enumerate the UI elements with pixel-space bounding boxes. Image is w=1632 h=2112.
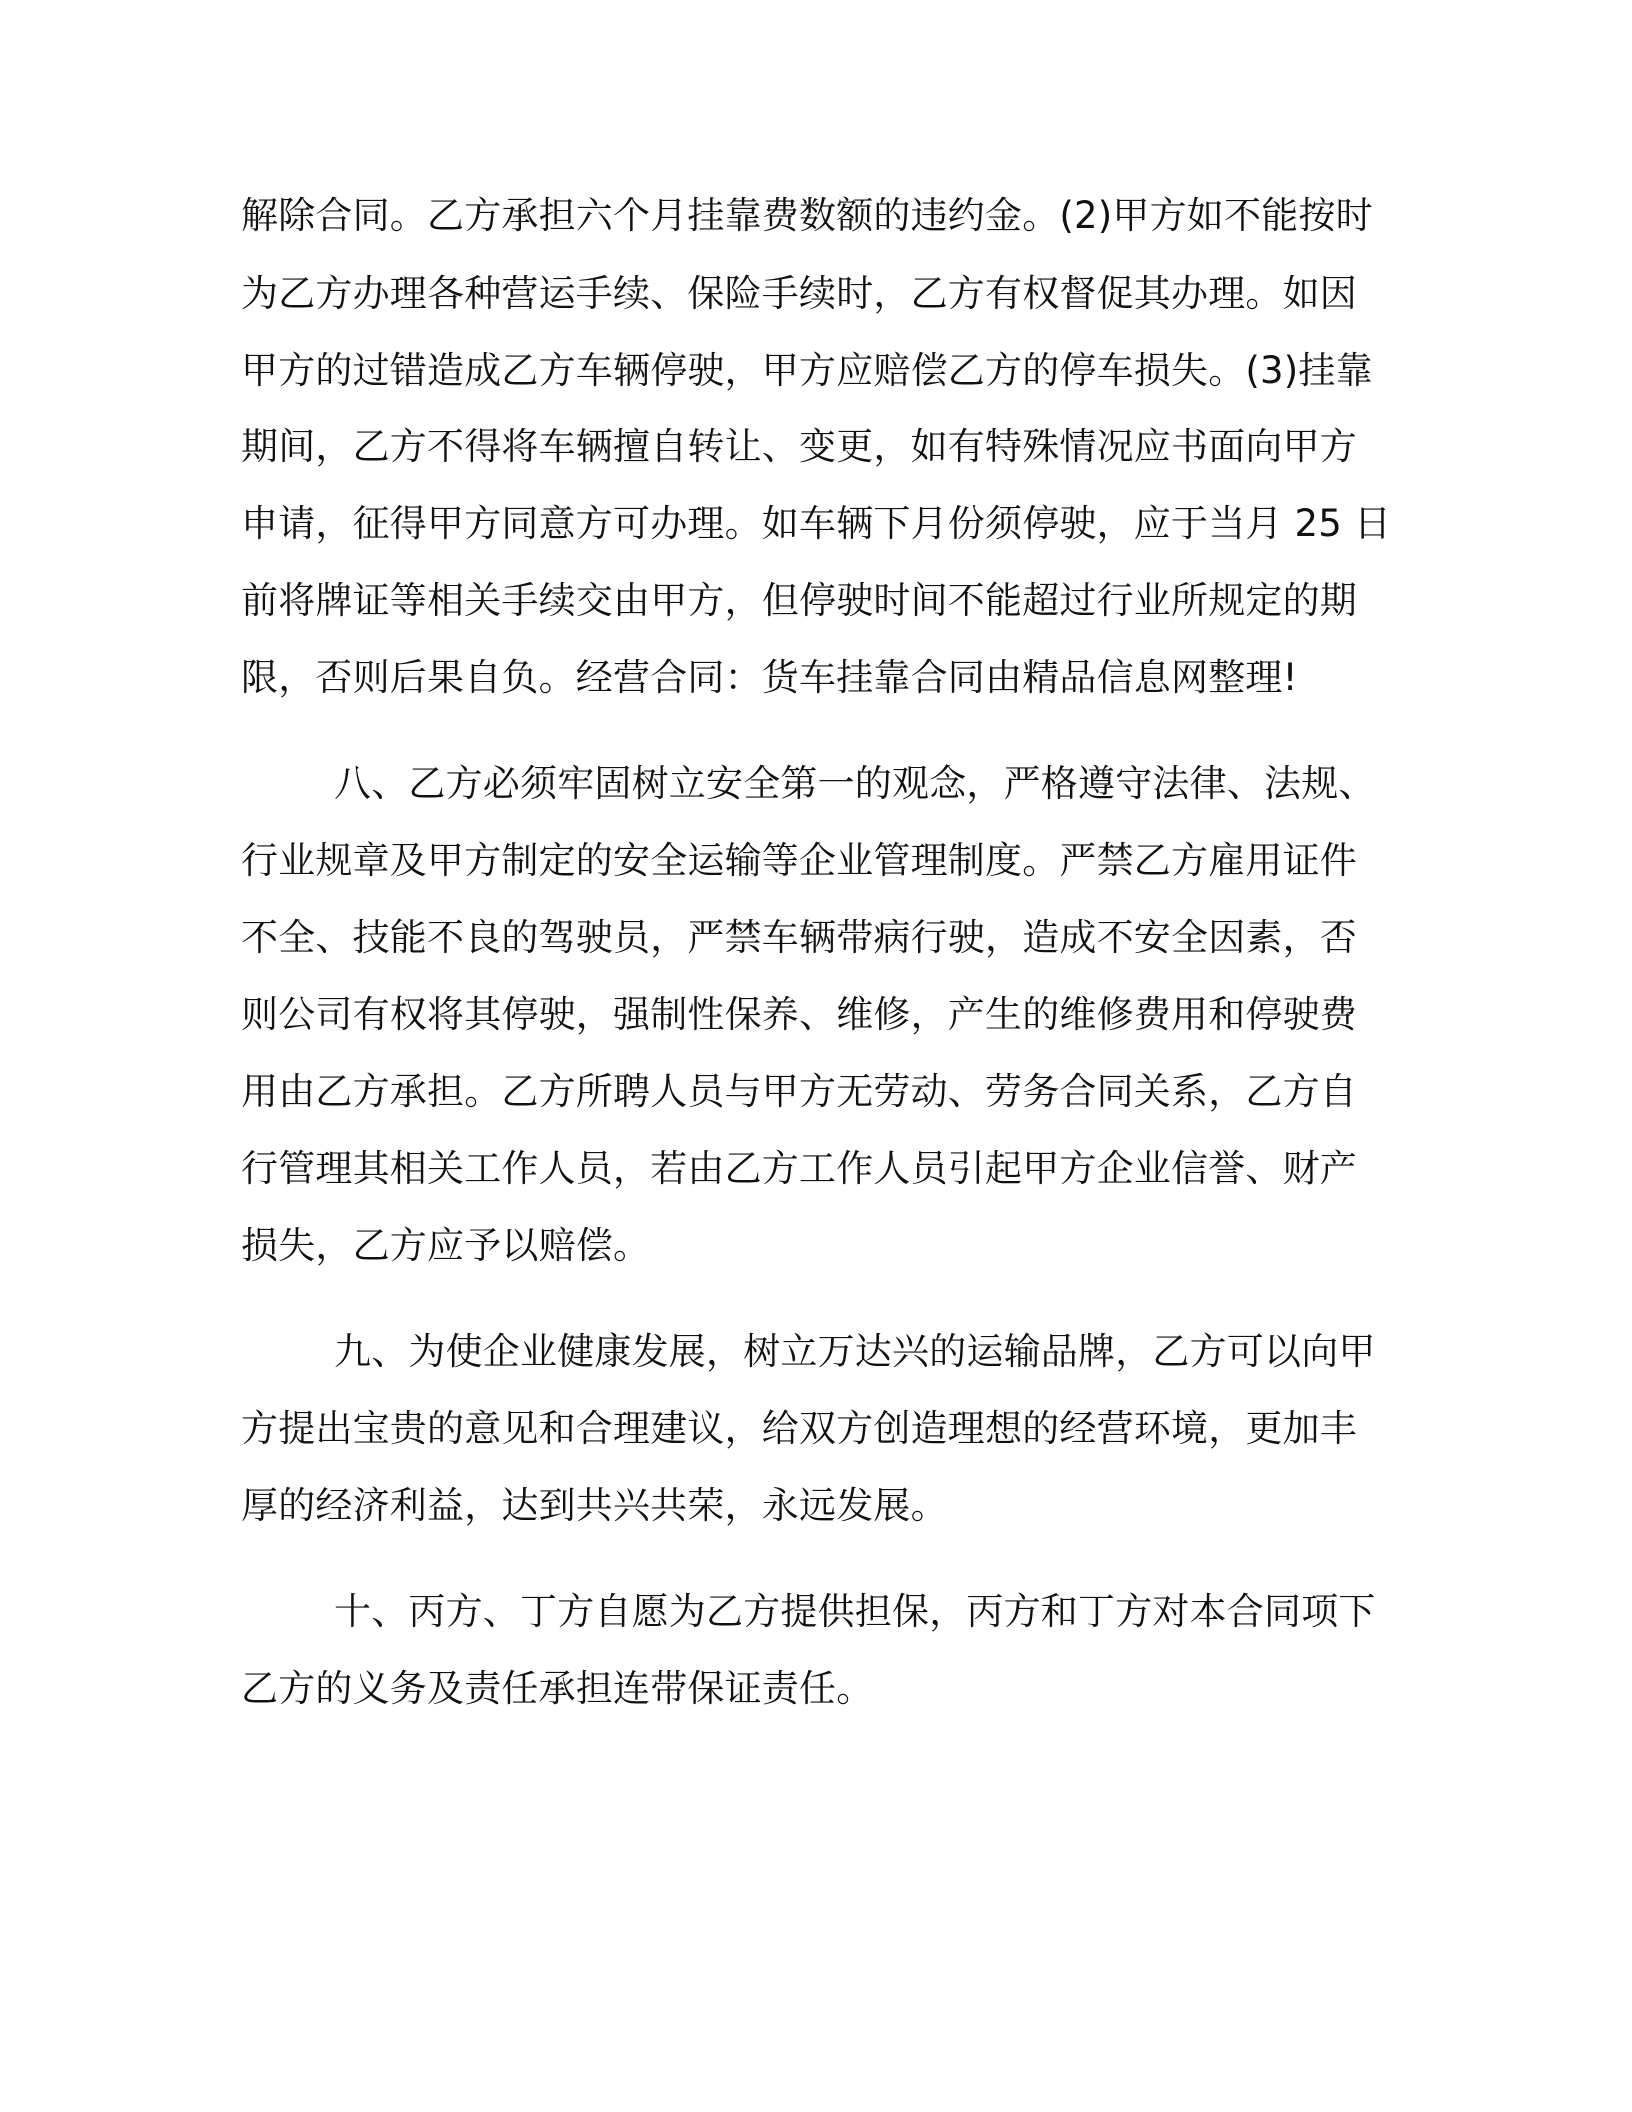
clause-7-line-1: 解除合同。乙方承担六个月挂靠费数额的违约金。(2)甲方如不能按时 bbox=[241, 194, 1373, 237]
clause-8-line-7: 损失，乙方应予以赔偿。 bbox=[241, 1224, 651, 1267]
clause-7-line-3: 甲方的过错造成乙方车辆停驶，甲方应赔偿乙方的停车损失。(3)挂靠 bbox=[241, 349, 1373, 392]
clause-7-line-5: 申请，征得甲方同意方可办理。如车辆下月份须停驶，应于当月 25 日 bbox=[241, 502, 1392, 545]
clause-9-line-3: 厚的经济利益，达到共兴共荣，永远发展。 bbox=[241, 1484, 948, 1527]
clause-8-line-1: 八、乙方必须牢固树立安全第一的观念，严格遵守法律、法规、 bbox=[334, 762, 1376, 805]
clause-8-line-2: 行业规章及甲方制定的安全运输等企业管理制度。严禁乙方雇用证件 bbox=[241, 839, 1357, 882]
clause-8-line-6: 行管理其相关工作人员，若由乙方工作人员引起甲方企业信誉、财产 bbox=[241, 1147, 1357, 1190]
clause-9-line-1: 九、为使企业健康发展，树立万达兴的运输品牌，乙方可以向甲 bbox=[334, 1330, 1376, 1373]
clause-10-line-2: 乙方的义务及责任承担连带保证责任。 bbox=[241, 1667, 874, 1710]
clause-10-line-1: 十、丙方、丁方自愿为乙方提供担保，丙方和丁方对本合同项下 bbox=[334, 1590, 1376, 1633]
clause-7-line-7: 限，否则后果自负。经营合同：货车挂靠合同由精品信息网整理! bbox=[241, 656, 1298, 699]
clause-8-line-5: 用由乙方承担。乙方所聘人员与甲方无劳动、劳务合同关系，乙方自 bbox=[241, 1070, 1357, 1113]
clause-7-line-4: 期间，乙方不得将车辆擅自转让、变更，如有特殊情况应书面向甲方 bbox=[241, 425, 1357, 468]
clause-9-line-2: 方提出宝贵的意见和合理建议，给双方创造理想的经营环境，更加丰 bbox=[241, 1407, 1357, 1450]
clause-8-line-4: 则公司有权将其停驶，强制性保养、维修，产生的维修费用和停驶费 bbox=[241, 993, 1357, 1036]
clause-8-line-3: 不全、技能不良的驾驶员，严禁车辆带病行驶，造成不安全因素，否 bbox=[241, 916, 1357, 959]
clause-7-line-6: 前将牌证等相关手续交由甲方，但停驶时间不能超过行业所规定的期 bbox=[241, 579, 1357, 622]
clause-7-line-2: 为乙方办理各种营运手续、保险手续时，乙方有权督促其办理。如因 bbox=[241, 272, 1357, 315]
